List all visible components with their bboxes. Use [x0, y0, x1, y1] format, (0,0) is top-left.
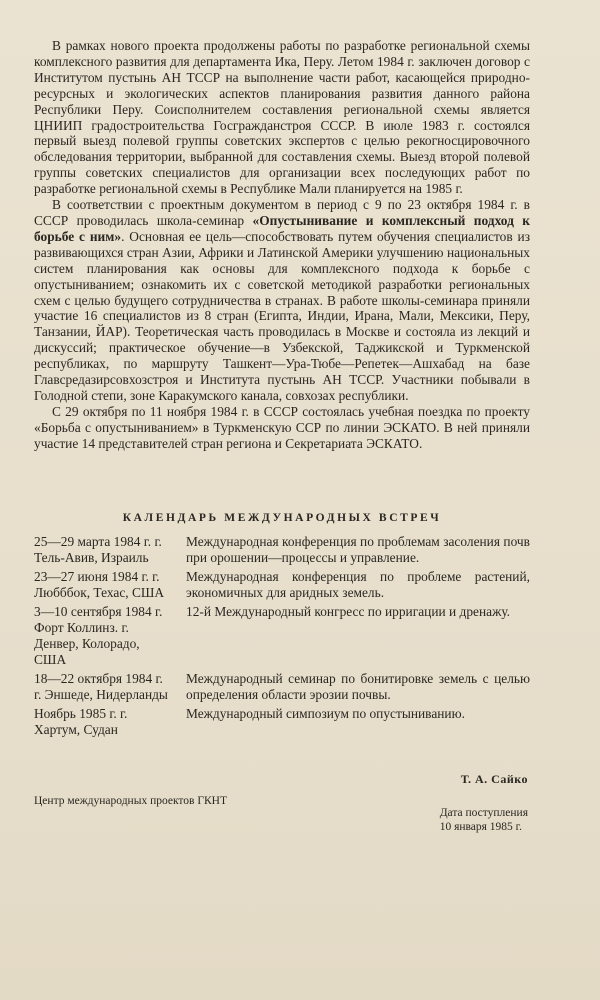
calendar-heading: КАЛЕНДАРЬ МЕЖДУНАРОДНЫХ ВСТРЕЧ: [122, 512, 442, 524]
event-date: 23—27 июня 1984 г. г. Любббок, Техас, США: [34, 569, 165, 600]
calendar-event: [34, 604, 530, 668]
article-body: [34, 38, 530, 452]
event-date: 18—22 октября 1984 г. г. Эншеде, Нидерланды: [34, 671, 168, 702]
event-date: 3—10 сентября 1984 г. Форт Коллинз. г. Денвер, Колорадо, США: [34, 604, 163, 667]
received-date-block: [440, 806, 528, 834]
event-description: Международный семинар по бонитировке земель с целью определения области эрозии почвы.: [186, 671, 530, 702]
text-run: В соответствии с проектным документом в период с 9 по 23 октября 1984 г. в СССР проводилась школа-семинар: [34, 197, 530, 228]
event-description: Международная конференция по проблемам засоления почв при орошении—процессы и управление.: [186, 534, 530, 565]
organization-name: Центр международных проектов ГКНТ: [34, 795, 227, 807]
calendar-event: [34, 569, 530, 601]
author-signature: Т. А. Сайко: [460, 772, 528, 786]
event-description: 12-й Международный конгресс по ирригации и дренажу.: [186, 604, 511, 619]
events-calendar: [34, 534, 530, 741]
received-label: Дата поступления: [439, 807, 528, 819]
bold-title-run: «Опустынивание и комплексный подход к борьбе с ним»: [34, 212, 530, 244]
text-run: С 29 октября по 11 ноября 1984 г. в СССР состоялась учебная поездка по проекту «Борьба с опустыниванием» в Туркменскую ССР по линии ЭСКАТО. В ней приняли участие 14 представителей стран региона и Секретариата ЭСКАТО.: [34, 403, 530, 451]
text-run: В рамках нового проекта продолжены работы по разработке региональной схемы комплексного развития для департамента Ика, Перу. Летом 1984 г. заключен договор с Институтом пустынь АН ТССР на выполнение части работ, касающейся природно-ресурсных и экологических аспектов планирования развития данного района Республики Перу. Соисполнителем составления региональной схемы является ЦНИИП градостроительства Госгражданстроя СССР. В июле 1983 г. состоялся первый выезд полевой группы советских экспертов с целью рекогносцировочного обследования территории, выбранной для составления схемы. Выезд второй полевой группы советских специалистов для организации всех последующих работ по разработке региональной схемы в Республике Мали планируется на 1985 г.: [34, 38, 530, 197]
body-paragraph: [34, 404, 530, 452]
event-description: Международный симпозиум по опустыниванию.: [186, 706, 465, 721]
received-date: 10 января 1985 г.: [439, 821, 522, 833]
event-description: Международная конференция по проблеме растений, экономичных для аридных земель.: [186, 569, 530, 600]
text-run: . Основная ее цель—способствовать путем обучения специалистов из развивающихся стран Азии, Африки и Латинской Америки улучшению национальных систем планирования как основы для комплексного подхода к борьбе с опустыниванием; ознакомить их с советской методикой разработки региональных схем с целью будущего сотрудничества в странах. В работе школы-семинара приняли участие 16 специалистов из 8 стран (Египта, Индии, Ирана, Мали, Мексики, Перу, Танзании, ЙАР). Теоретическая часть проводилась в Москве и состояла из лекций и дискуссий; практическое обучение—в Узбекской, Таджикской и Туркменской республиках, по маршруту Ташкент—Ура-Тюбе—Репетек—Ашхабад на базе Главсредазирсовхозстроя и Института пустынь АН ТССР. Участники побывали в Голодной степи, зоне Каракумского канала, совхозах республики.: [34, 228, 530, 403]
calendar-event: [34, 671, 530, 703]
event-date: 25—29 марта 1984 г. г. Тель-Авив, Израиль: [34, 534, 162, 565]
body-paragraph: [34, 38, 530, 197]
event-date: Ноябрь 1985 г. г. Хартум, Судан: [34, 706, 128, 737]
body-paragraph: [34, 197, 530, 404]
calendar-event: [34, 706, 530, 738]
calendar-event: [34, 534, 530, 566]
